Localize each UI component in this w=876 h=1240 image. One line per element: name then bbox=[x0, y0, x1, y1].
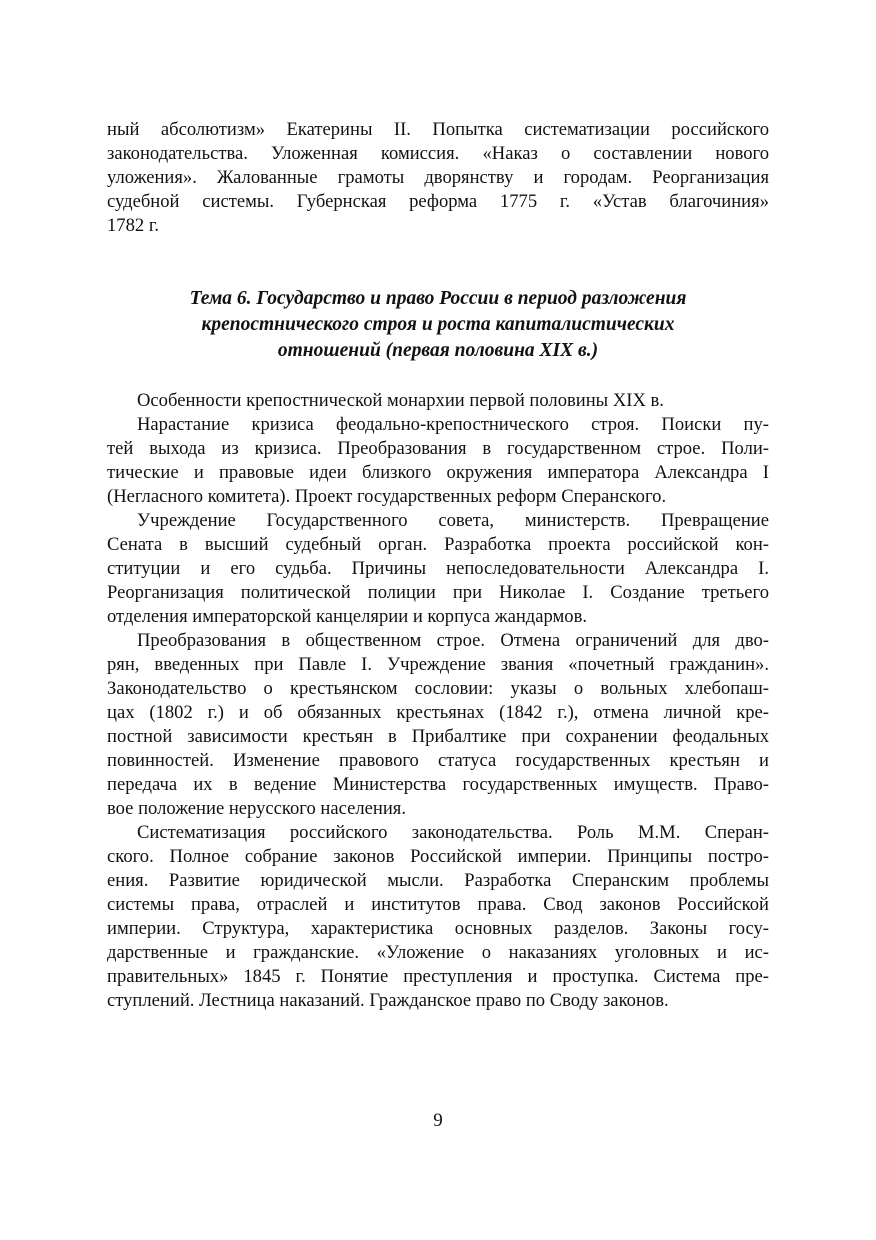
text-line: судебной системы. Губернская реформа 1775 г. «Устав благочиния» bbox=[107, 191, 769, 212]
paragraph bbox=[107, 629, 769, 821]
text-line: 1782 г. bbox=[107, 215, 160, 236]
text-line: Учреждение Государственного совета, министерств. Превращение bbox=[137, 510, 769, 531]
page-number: 9 bbox=[433, 1110, 443, 1131]
text-line: передача их в ведение Министерства государственных имуществ. Право- bbox=[107, 774, 769, 795]
text-line: Сената в высший судебный орган. Разработка проекта российской кон- bbox=[107, 534, 769, 555]
text-line: Особенности крепостнической монархии первой половины XIX в. bbox=[137, 390, 664, 411]
section-body bbox=[107, 389, 769, 1013]
text-line: ституции и его судьба. Причины непоследовательности Александра I. bbox=[107, 558, 769, 579]
text-line: вое положение нерусского населения. bbox=[107, 798, 406, 819]
text-line: (Негласного комитета). Проект государственных реформ Сперанского. bbox=[107, 486, 667, 507]
text-line: правительных» 1845 г. Понятие преступления и проступка. Система пре- bbox=[107, 966, 769, 987]
text-line: системы права, отраслей и институтов права. Свод законов Российской bbox=[107, 894, 769, 915]
text-line: Нарастание кризиса феодально-крепостнического строя. Поиски пу- bbox=[137, 414, 769, 435]
section-heading bbox=[107, 286, 769, 364]
heading-line: отношений (первая половина XIX в.) bbox=[277, 340, 599, 361]
text-line: дарственные и гражданские. «Уложение о наказаниях уголовных и ис- bbox=[107, 942, 769, 963]
text-line: Систематизация российского законодательства. Роль М.М. Сперан- bbox=[137, 822, 769, 843]
paragraph bbox=[107, 821, 769, 1013]
text-line: ения. Развитие юридической мысли. Разработка Сперанским проблемы bbox=[107, 870, 769, 891]
text-line: ный абсолютизм» Екатерины II. Попытка систематизации российского bbox=[107, 119, 769, 140]
paragraph bbox=[107, 509, 769, 629]
text-line: Реорганизация политической полиции при Николае I. Создание третьего bbox=[107, 582, 769, 603]
text-line: Законодательство о крестьянском сословии: указы о вольных хлебопаш- bbox=[107, 678, 769, 699]
text-line: уложения». Жалованные грамоты дворянству и городам. Реорганизация bbox=[107, 167, 769, 188]
text-line: Преобразования в общественном строе. Отмена ограничений для дво- bbox=[137, 630, 769, 651]
text-line: рян, введенных при Павле I. Учреждение звания «почетный гражданин». bbox=[107, 654, 769, 675]
text-line: ступлений. Лестница наказаний. Гражданское право по Своду законов. bbox=[107, 990, 669, 1011]
text-line: цах (1802 г.) и об обязанных крестьянах (1842 г.), отмена личной кре- bbox=[107, 702, 769, 723]
text-line: постной зависимости крестьян в Прибалтике при сохранении феодальных bbox=[107, 726, 769, 747]
intro-paragraph bbox=[107, 118, 769, 238]
text-line: законодательства. Уложенная комиссия. «Наказ о составлении нового bbox=[107, 143, 769, 164]
text-line: ского. Полное собрание законов Российской империи. Принципы постро- bbox=[107, 846, 769, 867]
text-line: отделения императорской канцелярии и корпуса жандармов. bbox=[107, 606, 587, 627]
text-line: тей выхода из кризиса. Преобразования в государственном строе. Поли- bbox=[107, 438, 769, 459]
text-line: повинностей. Изменение правового статуса государственных крестьян и bbox=[107, 750, 769, 771]
text-line: империи. Структура, характеристика основных разделов. Законы госу- bbox=[107, 918, 769, 939]
heading-line: крепостнического строя и роста капиталистических bbox=[201, 314, 675, 335]
text-line: тические и правовые идеи близкого окружения императора Александра I bbox=[107, 462, 769, 483]
paragraph bbox=[107, 413, 769, 509]
paragraph bbox=[107, 389, 769, 413]
heading-line: Тема 6. Государство и право России в период разложения bbox=[189, 288, 687, 309]
